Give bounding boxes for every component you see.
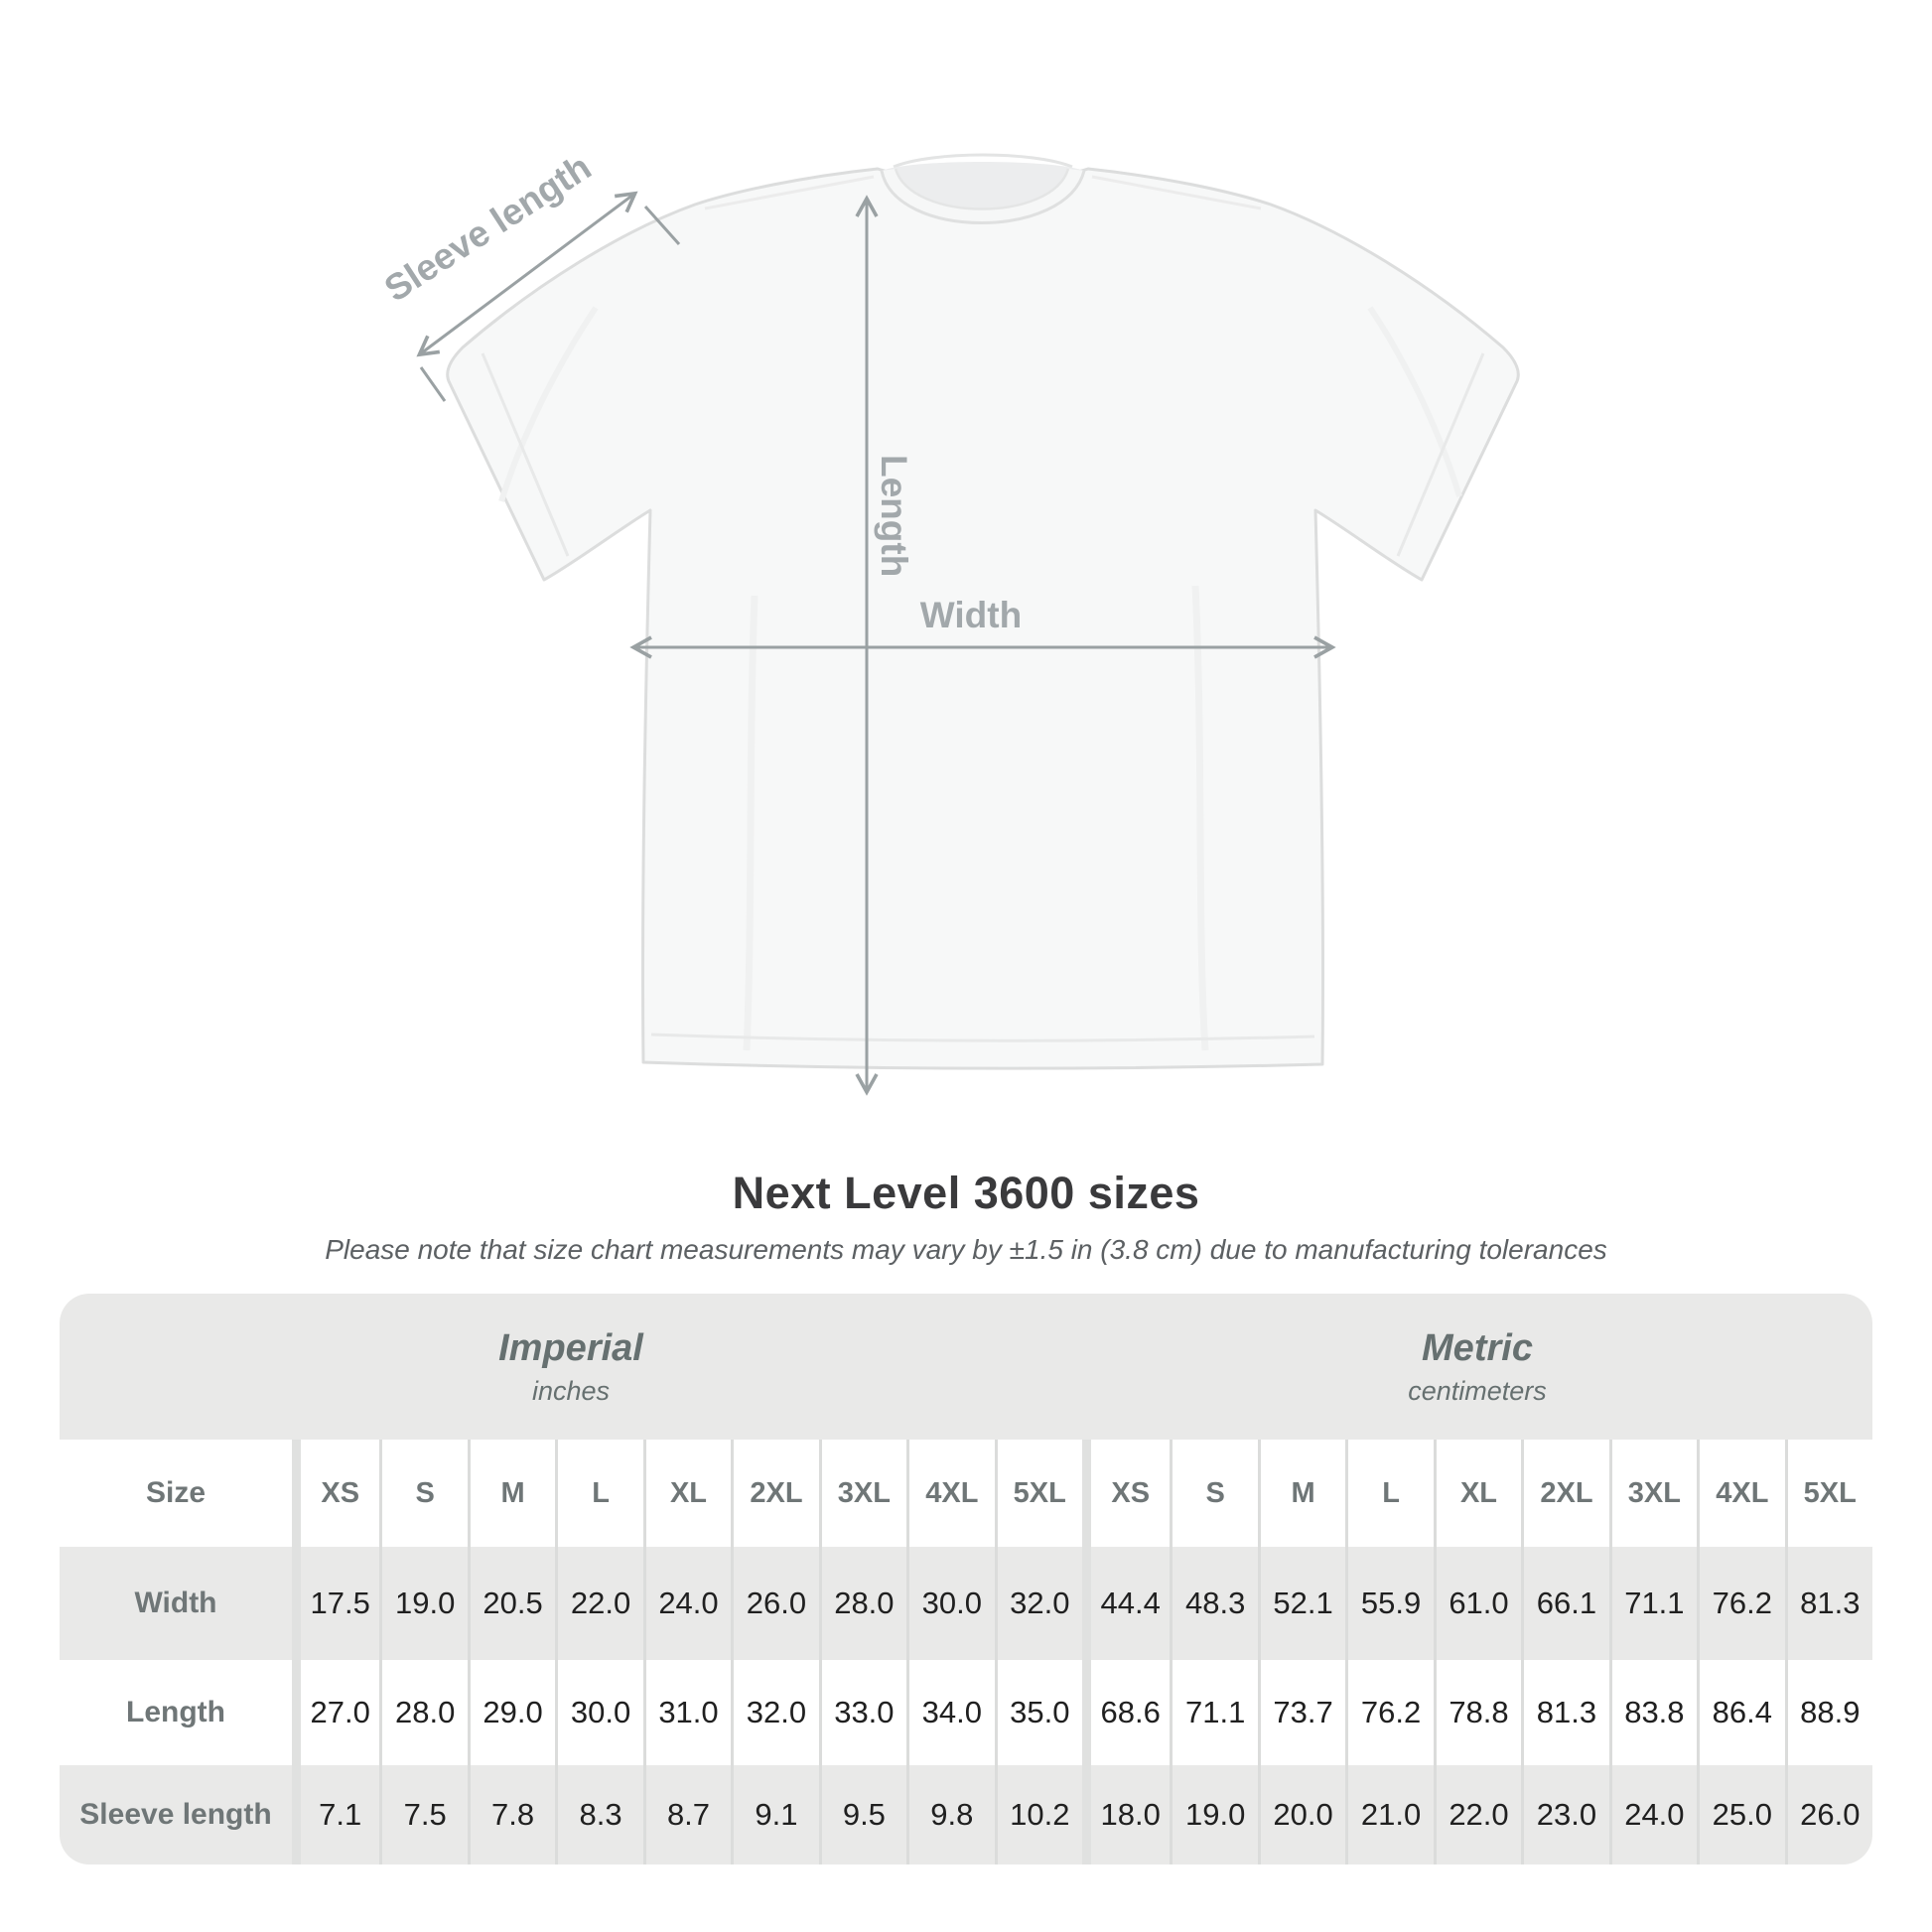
tolerance-note: Please note that size chart measurements may vary by ±1.5 in (3.8 cm) due to manufacturing tolerances	[325, 1234, 1607, 1265]
sleeve-length-label: Sleeve length	[377, 146, 599, 310]
table-cell: 61.0	[1434, 1547, 1521, 1660]
table-cell: S	[379, 1440, 467, 1547]
table-cell: 27.0	[292, 1660, 379, 1765]
table-cell: 3XL	[1609, 1440, 1697, 1547]
table-cell: 48.3	[1170, 1547, 1257, 1660]
table-cell: XL	[643, 1440, 731, 1547]
table-cell: 22.0	[1434, 1765, 1521, 1864]
table-cell: 24.0	[1609, 1765, 1697, 1864]
table-cell: 18.0	[1082, 1765, 1170, 1864]
table-cell: 83.8	[1609, 1660, 1697, 1765]
table-cell: XL	[1434, 1440, 1521, 1547]
table-cell: 20.0	[1258, 1765, 1345, 1864]
table-cell: 81.3	[1521, 1660, 1608, 1765]
table-cell: 22.0	[555, 1547, 642, 1660]
table-cell: M	[468, 1440, 555, 1547]
table-cell: XS	[1082, 1440, 1170, 1547]
page-title: Next Level 3600 sizes	[732, 1168, 1200, 1218]
table-cell: 24.0	[643, 1547, 731, 1660]
table-cell: 32.0	[731, 1660, 818, 1765]
table-cell: 26.0	[1785, 1765, 1872, 1864]
units-row	[60, 1294, 1872, 1440]
table-cell: 5XL	[1785, 1440, 1872, 1547]
table-cell: 5XL	[995, 1440, 1082, 1547]
table-cell: 68.6	[1082, 1660, 1170, 1765]
size-table-rows	[60, 1440, 1872, 1864]
table-cell: 8.7	[643, 1765, 731, 1864]
table-cell: L	[1345, 1440, 1433, 1547]
row-label: Size	[145, 1476, 207, 1509]
table-cell: 35.0	[995, 1660, 1082, 1765]
table-cell: 30.0	[906, 1547, 994, 1660]
table-cell: 3XL	[819, 1440, 906, 1547]
size-header-row	[60, 1440, 1872, 1547]
table-cell: 7.5	[379, 1765, 467, 1864]
table-cell: 66.1	[1521, 1547, 1608, 1660]
table-cell: 52.1	[1258, 1547, 1345, 1660]
table-cell: 17.5	[292, 1547, 379, 1660]
table-cell: S	[1170, 1440, 1257, 1547]
table-cell: 2XL	[731, 1440, 818, 1547]
table-cell: 19.0	[379, 1547, 467, 1660]
table-cell: 21.0	[1345, 1765, 1433, 1864]
table-cell: 73.7	[1258, 1660, 1345, 1765]
table-cell: 4XL	[1697, 1440, 1784, 1547]
length-label: Length	[874, 455, 914, 578]
table-row	[60, 1765, 1872, 1864]
table-cell: XS	[292, 1440, 379, 1547]
metric-label: Metric	[1422, 1326, 1533, 1369]
table-cell: 4XL	[906, 1440, 994, 1547]
table-cell: 81.3	[1785, 1547, 1872, 1660]
table-cell: 9.8	[906, 1765, 994, 1864]
row-label: Length	[126, 1696, 225, 1728]
table-cell: 20.5	[468, 1547, 555, 1660]
row-label: Width	[134, 1587, 217, 1619]
table-cell: L	[555, 1440, 642, 1547]
width-label: Width	[919, 595, 1023, 635]
table-cell: 55.9	[1345, 1547, 1433, 1660]
table-cell: 88.9	[1785, 1660, 1872, 1765]
table-cell: 78.8	[1434, 1660, 1521, 1765]
table-cell: 71.1	[1170, 1660, 1257, 1765]
table-row	[60, 1660, 1872, 1765]
metric-sub-label: centimeters	[1408, 1375, 1547, 1406]
table-cell: 29.0	[468, 1660, 555, 1765]
table-cell: 32.0	[995, 1547, 1082, 1660]
table-cell: 33.0	[819, 1660, 906, 1765]
row-label: Sleeve length	[79, 1798, 272, 1831]
table-cell: 7.8	[468, 1765, 555, 1864]
table-cell: 23.0	[1521, 1765, 1608, 1864]
table-cell: 9.1	[731, 1765, 818, 1864]
table-cell: 9.5	[819, 1765, 906, 1864]
table-row	[60, 1547, 1872, 1660]
table-cell: M	[1258, 1440, 1345, 1547]
table-cell: 25.0	[1697, 1765, 1784, 1864]
table-cell: 30.0	[555, 1660, 642, 1765]
table-cell: 34.0	[906, 1660, 994, 1765]
table-cell: 26.0	[731, 1547, 818, 1660]
imperial-sub-label: inches	[531, 1375, 611, 1406]
table-cell: 2XL	[1521, 1440, 1608, 1547]
table-cell: 44.4	[1082, 1547, 1170, 1660]
imperial-label: Imperial	[498, 1326, 643, 1369]
table-cell: 28.0	[379, 1660, 467, 1765]
table-cell: 19.0	[1170, 1765, 1257, 1864]
table-cell: 86.4	[1697, 1660, 1784, 1765]
table-cell: 28.0	[819, 1547, 906, 1660]
table-cell: 76.2	[1345, 1660, 1433, 1765]
table-cell: 10.2	[995, 1765, 1082, 1864]
size-table	[60, 1294, 1872, 1864]
imperial-unit-header	[60, 1294, 1082, 1440]
metric-unit-header	[1082, 1294, 1872, 1440]
table-cell: 7.1	[292, 1765, 379, 1864]
table-cell: 8.3	[555, 1765, 642, 1864]
table-cell: 71.1	[1609, 1547, 1697, 1660]
table-cell: 31.0	[643, 1660, 731, 1765]
table-cell: 76.2	[1697, 1547, 1784, 1660]
